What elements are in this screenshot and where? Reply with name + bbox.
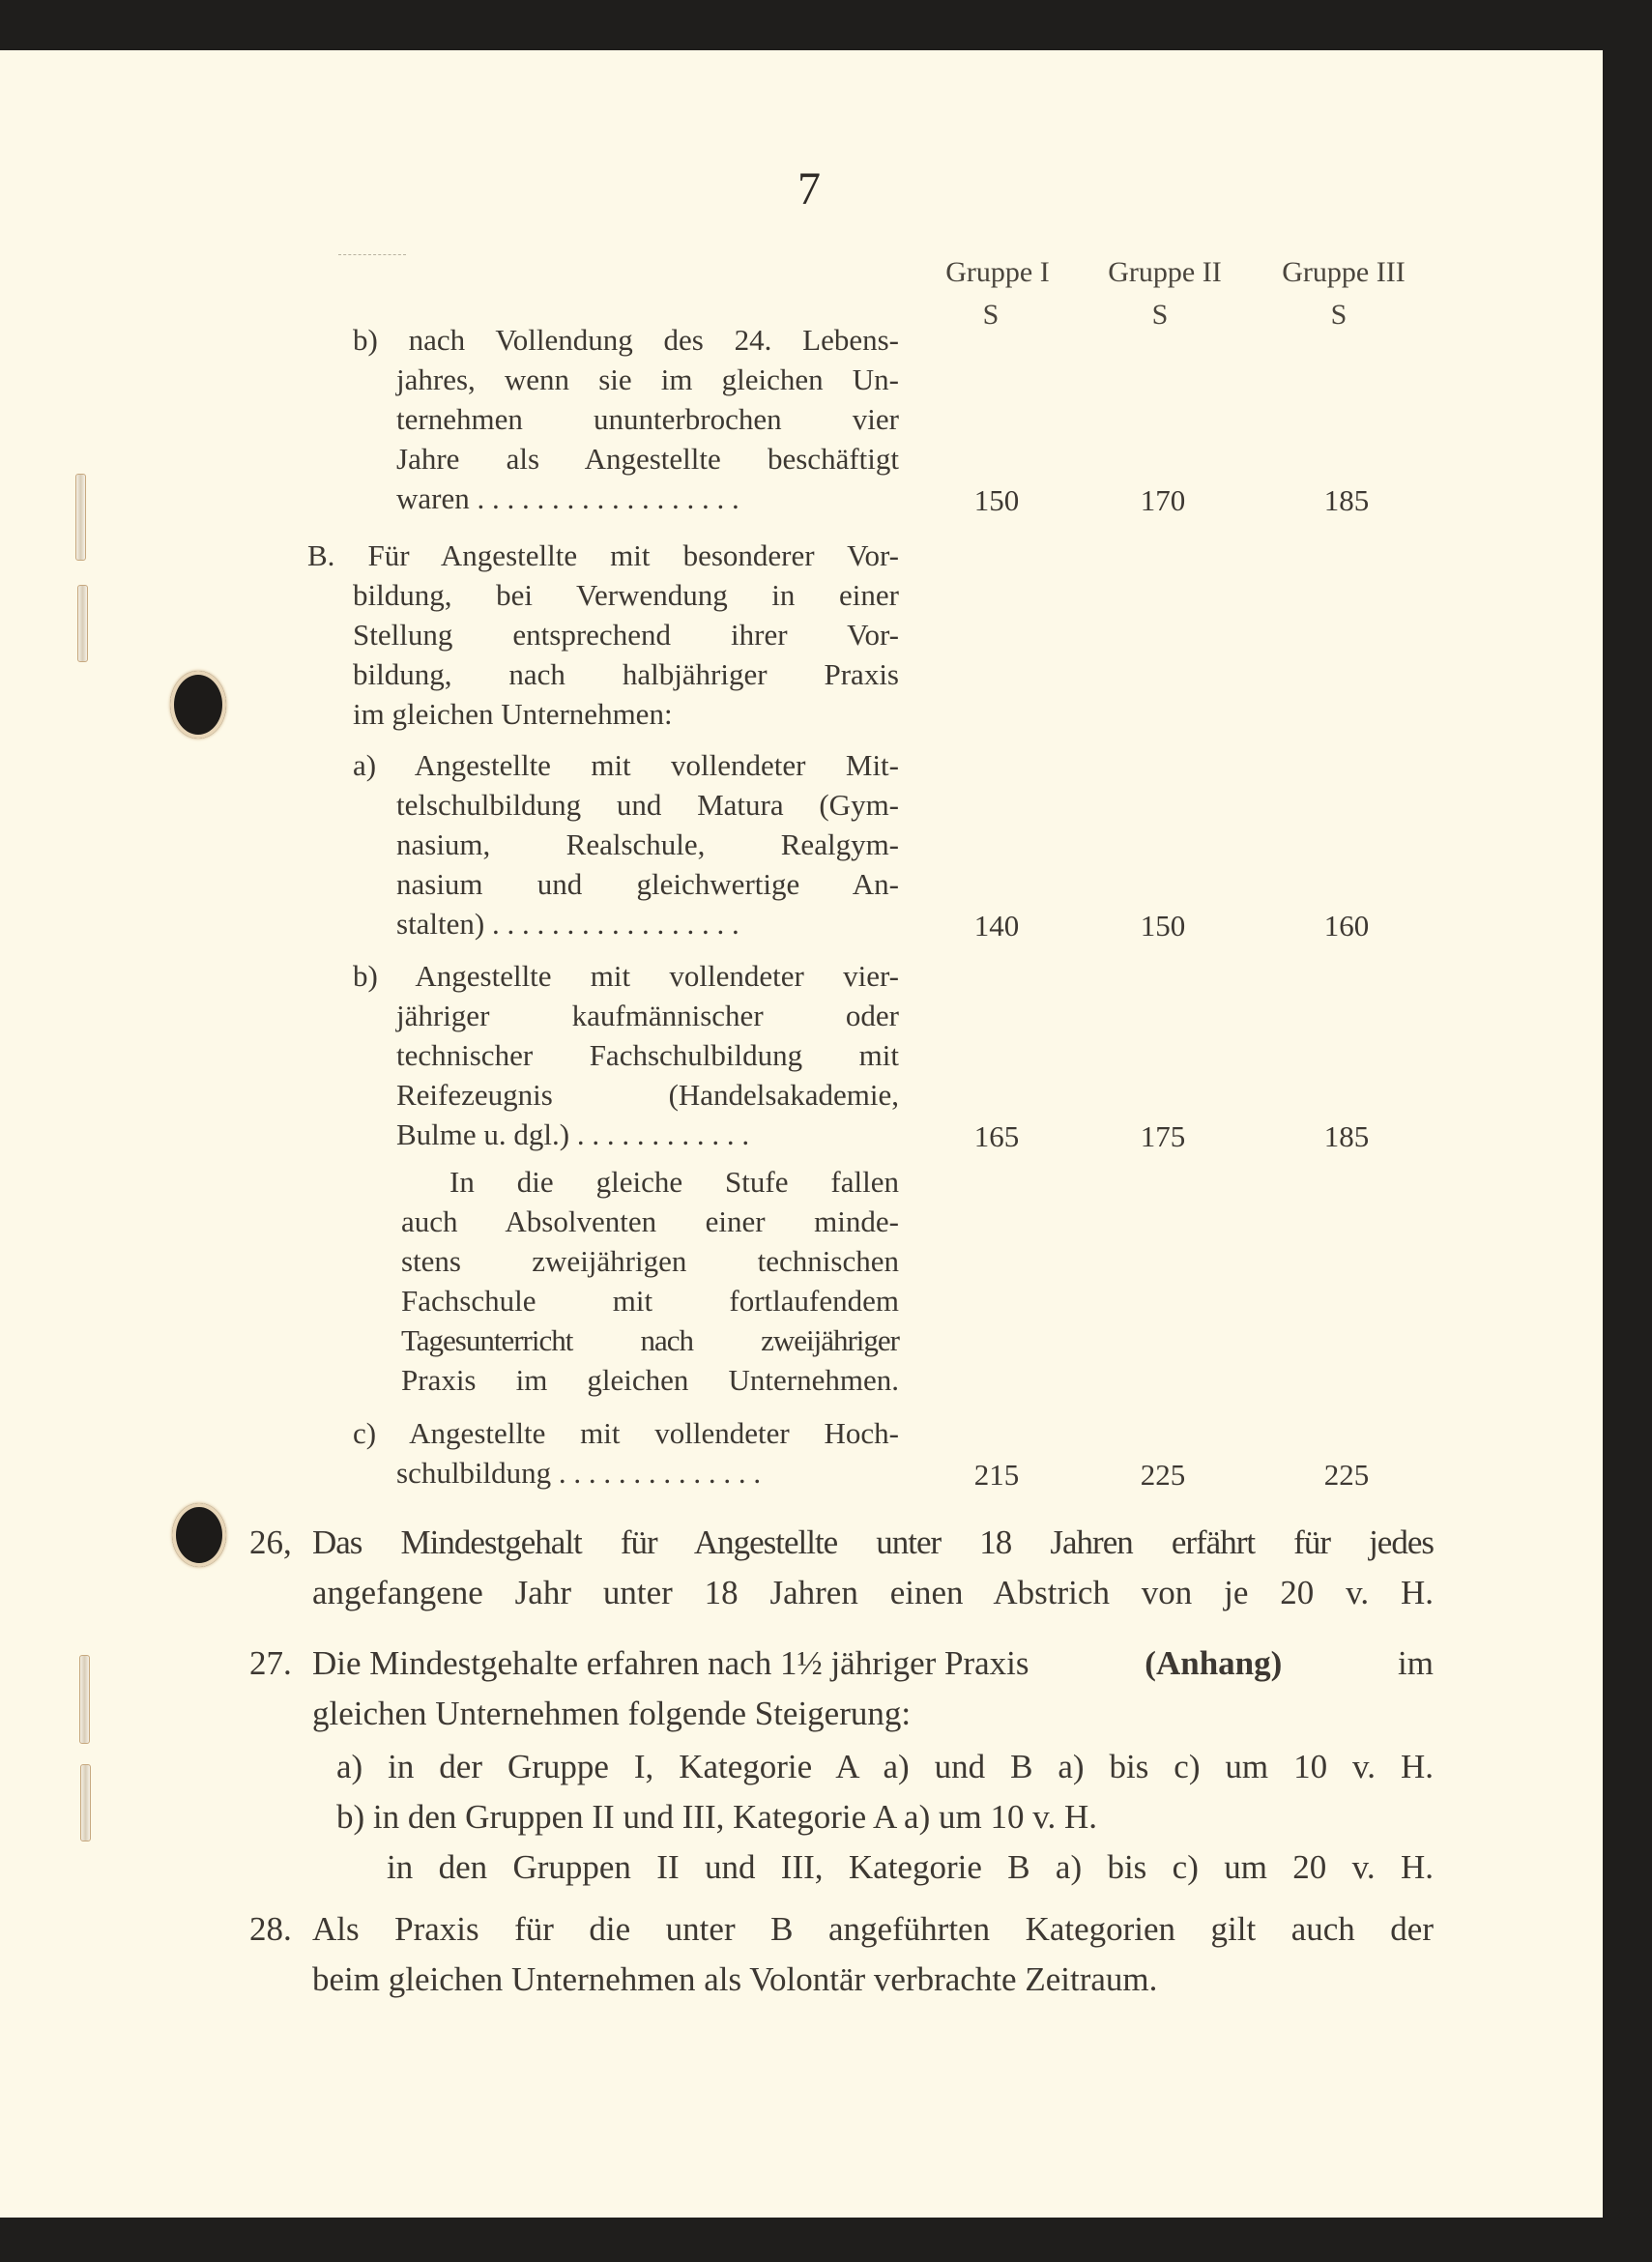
value-b-c-group-3: 225 [1323, 1458, 1370, 1492]
item-b-a-line: nasium, Realschule, Realgym- [396, 827, 899, 861]
item-b-a-line: telschulbildung und Matura (Gym- [396, 788, 899, 822]
value-a-b-group-2: 170 [1140, 483, 1186, 517]
para-27-text-end: im [1398, 1644, 1434, 1682]
page-number: 7 [797, 163, 821, 215]
item-b-a-line: nasium und gleichwertige An- [396, 867, 899, 901]
item-b-c-line: c) Angestellte mit vollendeter Hoch- [353, 1416, 899, 1450]
item-b-b-line: b) Angestellte mit vollendeter vier- [353, 959, 899, 993]
column-header-unit-3: S [1330, 299, 1348, 331]
punch-hole-top [170, 671, 226, 739]
staple-bottom-upper [79, 1655, 90, 1744]
item-b-b-line: Reifezeugnis (Handelsakademie, [396, 1078, 899, 1112]
item-b-b-line: jähriger kaufmännischer oder [396, 999, 899, 1032]
item-a-b-line: ternehmen ununterbrochen vier [396, 402, 899, 436]
value-a-b-group-3: 185 [1323, 483, 1370, 517]
staple-bottom-lower [80, 1764, 91, 1842]
section-b-line: bildung, nach halbjähriger Praxis [353, 657, 899, 691]
item-b-b-line: Bulme u. dgl.) . . . . . . . . . . . . [396, 1117, 750, 1151]
para-27-line-1 [312, 1641, 1434, 1686]
para-28-line: Als Praxis für die unter B angeführten Kategorien gilt auch der [312, 1910, 1434, 1948]
punch-hole-bottom [172, 1503, 226, 1567]
item-b-c-line: schulbildung . . . . . . . . . . . . . . [396, 1456, 762, 1490]
para-26-line: Das Mindestgehalt für Angestellte unter 18 Jahren erfährt für jedes [312, 1523, 1434, 1561]
para-27-number: 27. [249, 1644, 292, 1682]
value-b-a-group-2: 150 [1140, 909, 1186, 942]
section-b-line: im gleichen Unternehmen: [353, 697, 673, 731]
value-b-a-group-1: 140 [973, 909, 1020, 942]
section-b-line: B. Für Angestellte mit besonderer Vor- [307, 538, 899, 572]
item-b-a-line: stalten) . . . . . . . . . . . . . . . . . [396, 907, 739, 941]
para-26-number: 26, [249, 1523, 292, 1561]
value-b-b-group-2: 175 [1140, 1119, 1186, 1153]
note-line: Praxis im gleichen Unternehmen. [401, 1363, 899, 1397]
value-b-c-group-1: 215 [973, 1458, 1020, 1492]
divider [338, 254, 406, 255]
staple-top-upper [75, 474, 86, 561]
para-27-item-b-continued: in den Gruppen II und III, Kategorie B a) bis c) um 20 v. H. [387, 1848, 1434, 1886]
item-a-b-line: waren . . . . . . . . . . . . . . . . . . [396, 481, 739, 515]
section-b-line: Stellung entsprechend ihrer Vor- [353, 618, 899, 652]
value-b-b-group-3: 185 [1323, 1119, 1370, 1153]
para-27-text: Die Mindestgehalte erfahren nach 1½ jähriger Praxis [312, 1644, 1029, 1682]
item-a-b-line: Jahre als Angestellte beschäftigt [396, 442, 899, 476]
item-b-a-line: a) Angestellte mit vollendeter Mit- [353, 748, 899, 782]
note-line: stens zweijährigen technischen [401, 1244, 899, 1278]
staple-top-lower [77, 585, 88, 662]
section-b-line: bildung, bei Verwendung in einer [353, 578, 899, 612]
para-27-item-b: b) in den Gruppen II und III, Kategorie A a) um 10 v. H. [336, 1798, 1097, 1836]
value-b-b-group-1: 165 [973, 1119, 1020, 1153]
para-28-line: beim gleichen Unternehmen als Volontär verbrachte Zeitraum. [312, 1960, 1158, 1998]
item-b-b-line: technischer Fachschulbildung mit [396, 1038, 899, 1072]
note-line: auch Absolventen einer minde- [401, 1204, 899, 1238]
item-a-b-line: jahres, wenn sie im gleichen Un- [396, 362, 899, 396]
item-a-b-line: b) nach Vollendung des 24. Lebens- [353, 323, 899, 357]
para-27-line-2: gleichen Unternehmen folgende Steigerung: [312, 1695, 912, 1732]
value-a-b-group-1: 150 [973, 483, 1020, 517]
value-b-c-group-2: 225 [1140, 1458, 1186, 1492]
column-header-unit-2: S [1151, 299, 1169, 331]
value-b-a-group-3: 160 [1323, 909, 1370, 942]
column-header-group-3: Gruppe III [1282, 256, 1406, 288]
note-line: In die gleiche Stufe fallen [449, 1165, 899, 1199]
note-line: Fachschule mit fortlaufendem [401, 1284, 899, 1318]
annex-reference: (Anhang) [1145, 1644, 1283, 1682]
para-28-number: 28. [249, 1910, 292, 1948]
para-26-line: angefangene Jahr unter 18 Jahren einen Abstrich von je 20 v. H. [312, 1574, 1434, 1611]
column-header-unit-1: S [982, 299, 1000, 331]
para-27-item-a: a) in der Gruppe I, Kategorie A a) und B a) bis c) um 10 v. H. [336, 1748, 1434, 1785]
column-header-group-2: Gruppe II [1108, 256, 1222, 288]
column-header-group-1: Gruppe I [945, 256, 1050, 288]
note-line: Tagesunterricht nach zweijähriger [401, 1323, 899, 1357]
